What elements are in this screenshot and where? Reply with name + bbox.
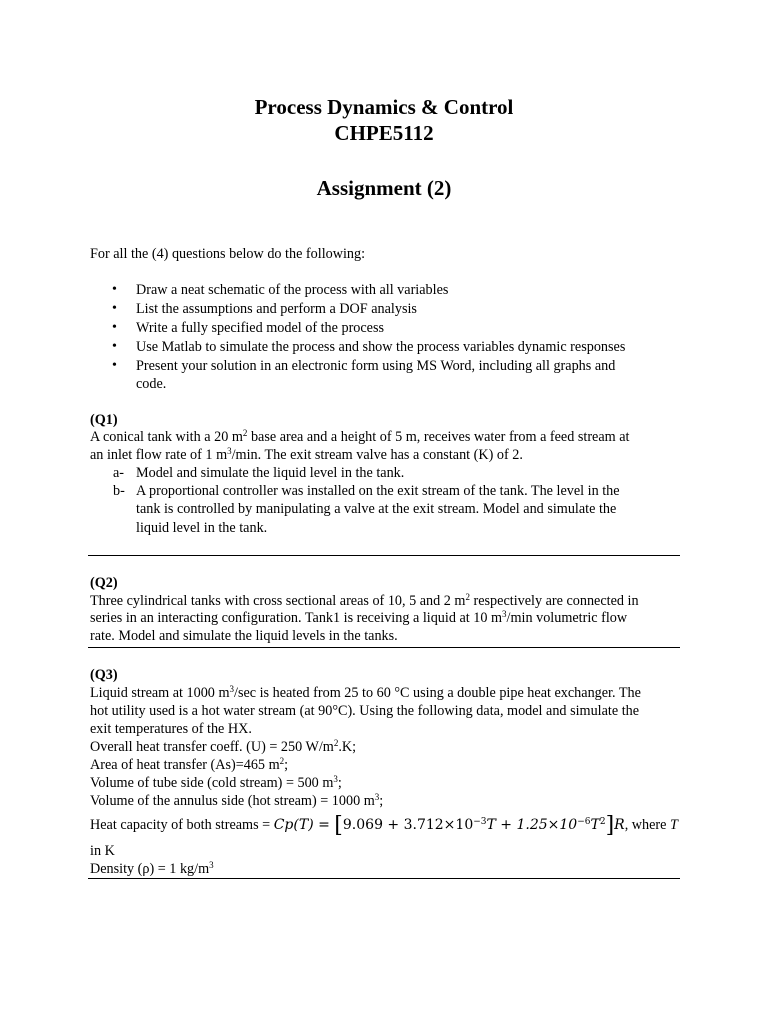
section-divider bbox=[88, 555, 680, 556]
list-item: Write a fully specified model of the process bbox=[136, 320, 385, 336]
section-divider bbox=[88, 647, 680, 648]
q1-line: A conical tank with a 20 $m^2$ base area and a height of 5 m, receives water from a feed stream at bbox=[90, 428, 630, 445]
bullet-icon: • bbox=[112, 339, 117, 354]
q3-label: (Q3) bbox=[90, 667, 118, 683]
list-item: Present your solution in an electronic form using MS Word, including all graphs and bbox=[136, 358, 616, 374]
q1-b-text: tank is controlled by manipulating a valve at the exit stream. Model and simulate the bbox=[136, 501, 617, 517]
q3-annulus-volume: Volume of the annulus side (hot stream) = 1000 $m^3$; bbox=[90, 792, 384, 809]
q1-a-text: Model and simulate the liquid level in the tank. bbox=[136, 465, 405, 481]
q2-label: (Q2) bbox=[90, 575, 118, 591]
q3-line: exit temperatures of the HX. bbox=[90, 721, 252, 737]
course-code: CHPE5112 bbox=[334, 121, 434, 145]
q3-density: Density (ρ) = 1 $kg/m^3$ bbox=[90, 860, 214, 877]
course-title: Process Dynamics & Control bbox=[254, 95, 514, 119]
heat-capacity-equation: $Cp(T) = [9.069 + 3.712\times 10^{-3}T + 1.25\times 10^{-6}T^2]R$ bbox=[273, 813, 625, 838]
assignment-title: Assignment (2) bbox=[316, 176, 452, 200]
q1-line: an inlet flow rate of 1 $m^3/\min$. The exit stream valve has a constant (K) of 2. bbox=[90, 446, 523, 463]
q1-a-marker: a- bbox=[113, 465, 125, 481]
list-item: Draw a neat schematic of the process with all variables bbox=[136, 282, 449, 298]
q3-tube-volume: Volume of tube side (cold stream) = 500 $m^3$; bbox=[90, 774, 342, 791]
q2-line: Three cylindrical tanks with cross sectional areas of 10, 5 and 2 $m^2$ respectively are connected in bbox=[90, 592, 639, 609]
q3-line: hot utility used is a hot water stream (at 90°C). Using the following data, model and simulate the bbox=[90, 703, 640, 719]
q1-label: (Q1) bbox=[90, 412, 118, 428]
q2-line: rate. Model and simulate the liquid levels in the tanks. bbox=[90, 628, 398, 644]
q2-line: series in an interacting configuration. Tank1 is receiving a liquid at 10 $m^3/\min$ volumetric flow bbox=[90, 609, 628, 626]
q3-unit: in K bbox=[90, 843, 115, 859]
bullet-icon: • bbox=[112, 320, 117, 335]
q1-b-marker: b- bbox=[113, 483, 125, 499]
bullet-icon: • bbox=[112, 282, 117, 297]
section-divider bbox=[88, 878, 680, 879]
list-item: List the assumptions and perform a DOF analysis bbox=[136, 301, 417, 317]
list-item-continuation: code. bbox=[136, 376, 167, 392]
bullet-icon: • bbox=[112, 358, 117, 373]
q3-line: Liquid stream at 1000 $m^3/\sec$ is heated from 25 to 60 °C using a double pipe heat exchanger. The bbox=[90, 684, 641, 701]
intro-text: For all the (4) questions below do the following: bbox=[90, 246, 366, 262]
bullet-icon: • bbox=[112, 301, 117, 316]
list-item: Use Matlab to simulate the process and show the process variables dynamic responses bbox=[136, 339, 626, 355]
q3-heat-capacity: Heat capacity of both streams = $Cp(T) = [9.069 + 3.712\times 10^{-3}T + 1.25\times 10^{-6}T^2]R$, where T bbox=[90, 813, 678, 838]
q1-b-text: liquid level in the tank. bbox=[136, 520, 268, 536]
q3-area-value: Area of heat transfer (As)=465 $m^2$; bbox=[90, 756, 289, 773]
q1-b-text: A proportional controller was installed on the exit stream of the tank. The level in the bbox=[136, 483, 620, 499]
q3-u-value: Overall heat transfer coeff. (U) = 250 $W/m^2.K$; bbox=[90, 738, 357, 755]
